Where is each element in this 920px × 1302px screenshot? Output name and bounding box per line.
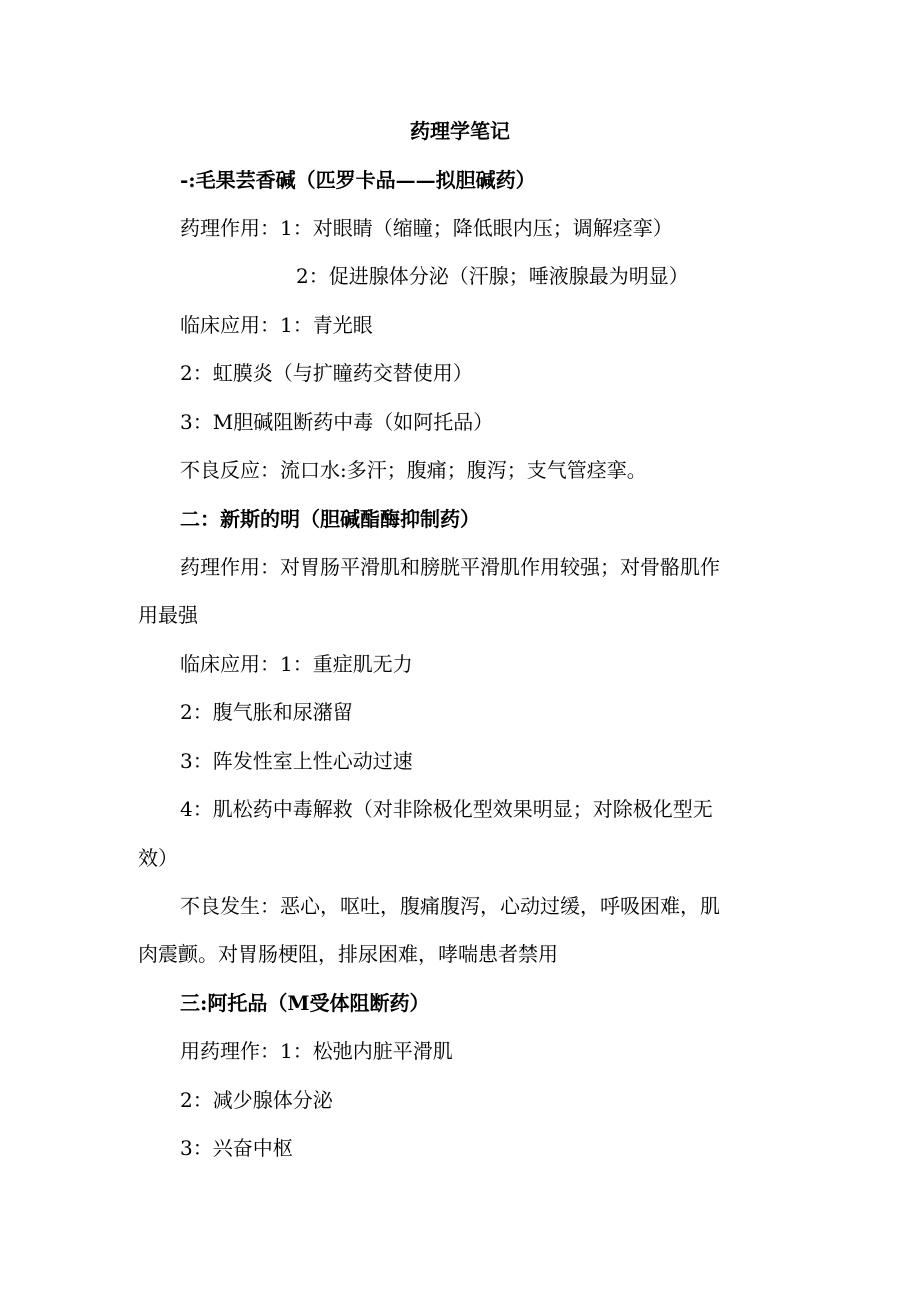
paragraph-line: 3：阵发性室上性心动过速 xyxy=(180,749,413,773)
paragraph-line: 3：兴奋中枢 xyxy=(180,1136,293,1160)
paragraph-line: 不良发生：恶心，呕吐，腹痛腹泻，心动过缓，呼吸困难，肌 xyxy=(180,894,720,918)
section-heading-atropine: 三:阿托品（M受体阻断药） xyxy=(180,991,430,1015)
paragraph-line: 临床应用：1：重症肌无力 xyxy=(180,652,413,676)
paragraph-line: 不良反应：流口水:多汗；腹痛；腹泻；支气管痉挛。 xyxy=(180,458,647,482)
page-title: 药理学笔记 xyxy=(410,119,510,143)
paragraph-line: 效） xyxy=(138,846,178,870)
paragraph-line: 用药理作：1：松弛内脏平滑肌 xyxy=(180,1039,453,1063)
paragraph-line: 用最强 xyxy=(138,603,198,627)
paragraph-line: 2：腹气胀和尿潴留 xyxy=(180,700,353,724)
paragraph-line: 药理作用：1：对眼睛（缩瞳；降低眼内压；调解痉挛） xyxy=(180,216,673,240)
paragraph-line: 2：促进腺体分泌（汗腺；唾液腺最为明显） xyxy=(296,264,689,288)
paragraph-line: 临床应用：1：青光眼 xyxy=(180,313,373,337)
paragraph-line: 药理作用：对胃肠平滑肌和膀胱平滑肌作用较强；对骨骼肌作 xyxy=(180,555,720,579)
paragraph-line: 2：虹膜炎（与扩瞳药交替使用） xyxy=(180,361,473,385)
paragraph-line: 肉震颤。对胃肠梗阻，排尿困难，哮喘患者禁用 xyxy=(138,942,558,966)
paragraph-line: 2：减少腺体分泌 xyxy=(180,1088,333,1112)
paragraph-line: 3：M胆碱阻断药中毒（如阿托品） xyxy=(180,410,494,434)
section-heading-pilocarpine: -:毛果芸香碱（匹罗卡品——拟胆碱药） xyxy=(180,168,536,192)
section-heading-neostigmine: 二：新斯的明（胆碱酯酶抑制药） xyxy=(180,507,480,531)
paragraph-line: 4：肌松药中毒解救（对非除极化型效果明显；对除极化型无 xyxy=(180,797,713,821)
